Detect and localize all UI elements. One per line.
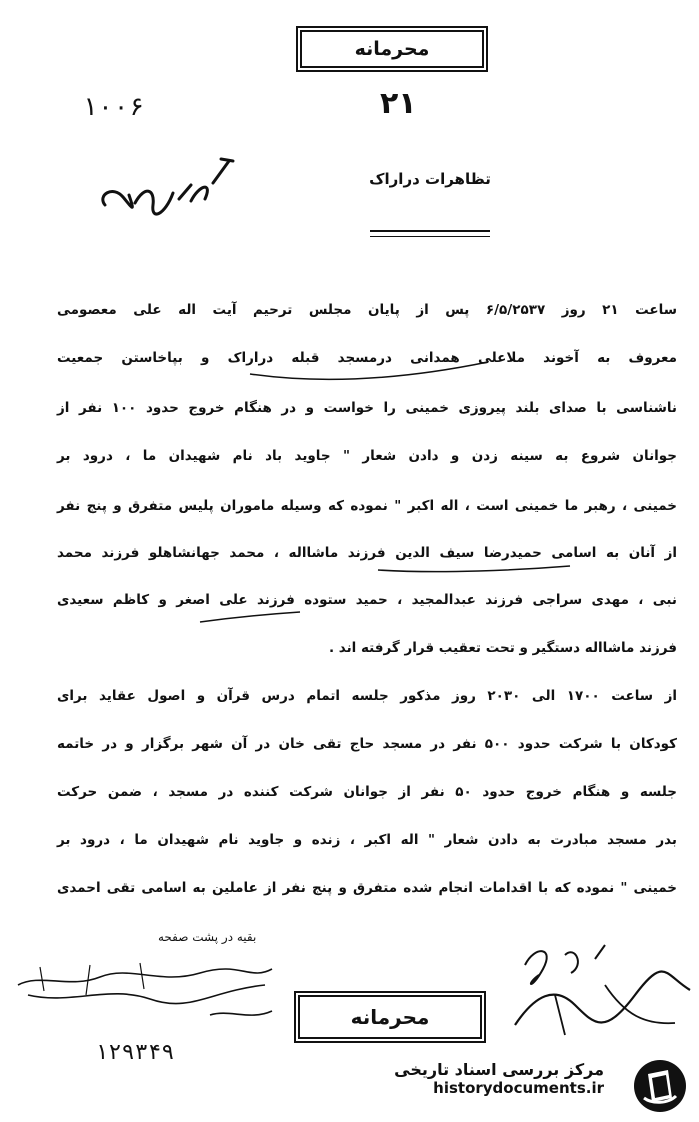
body-line-2: معروف به آخوند ملاعلی همدانی درمسجد قبله دراراک و بپاخاستن جمعیت	[57, 350, 677, 366]
watermark-name: مرکز بررسی اسناد تاریخی	[394, 1060, 604, 1079]
body-line-13: خمینی " نموده که با اقدامات انجام شده متفرق و پنج نفر از عاملین به اسامی تقی احمدی	[57, 880, 677, 896]
body-line-3: ناشناسی با صدای بلند پیروزی خمینی را خواست و در هنگام خروج حدود ۱۰۰ نفر از	[57, 400, 678, 416]
handwritten-margin-notes	[10, 955, 280, 1045]
body-line-1: ساعت ۲۱ روز ۶/۵/۲۵۳۷ پس از پایان مجلس ترحیم آیت اله علی معصومی	[57, 302, 678, 318]
document-number-left: ۱۰۰۶	[82, 92, 145, 122]
confidential-stamp-top: محرمانه	[300, 30, 484, 68]
body-line-12: بدر مسجد مبادرت به دادن شعار " اله اکبر ، زنده و جاوید نام شهیدان ما ، درود بر	[57, 832, 677, 848]
body-line-6: از آنان به اسامی حمیدرضا سیف الدین فرزند ماشااله ، محمد جهانشاهلو فرزند محمد	[57, 545, 677, 561]
body-line-9: از ساعت ۱۷۰۰ الی ۲۰۳۰ روز مذکور جلسه اتمام درس قرآن و اصول عقاید برای	[57, 688, 677, 704]
document-subject: تظاهرات دراراک	[369, 170, 491, 188]
handwritten-signature	[495, 935, 695, 1045]
watermark-text	[394, 1060, 604, 1097]
confidential-stamp-bottom: محرمانه	[298, 995, 482, 1039]
body-line-8: فرزند ماشااله دستگیر و تحت تعقیب قرار گرفته اند .	[328, 640, 677, 656]
body-line-11: جلسه و هنگام خروج حدود ۵۰ نفر از جوانان شرکت کننده در مسجد ، ضمن حرکت	[57, 784, 677, 800]
body-line-5: خمینی ، رهبر ما خمینی است ، اله اکبر " نموده که وسیله ماموران پلیس متفرق و پنج نفر	[57, 498, 677, 514]
watermark-url: historydocuments.ir	[433, 1079, 604, 1097]
archive-number: ۱۲۹۳۴۹	[95, 1040, 175, 1065]
body-line-7: نبی ، مهدی سراجی فرزند عبدالمجید ، حمید ستوده فرزند علی اصغر و کاظم سعیدی	[57, 592, 677, 608]
archive-logo-icon	[632, 1058, 688, 1114]
continued-on-back-note: بقیه در پشت صفحه	[158, 930, 257, 944]
document-number-center: ۲۱	[380, 86, 417, 121]
body-line-4: جوانان شروع به سینه زدن و دادن شعار " جاوید باد نام شهیدان ما ، درود بر	[57, 448, 677, 464]
body-line-10: کودکان با شرکت حدود ۵۰۰ نفر در مسجد حاج تقی خان در آن شهر برگزار و در خاتمه	[57, 736, 677, 752]
